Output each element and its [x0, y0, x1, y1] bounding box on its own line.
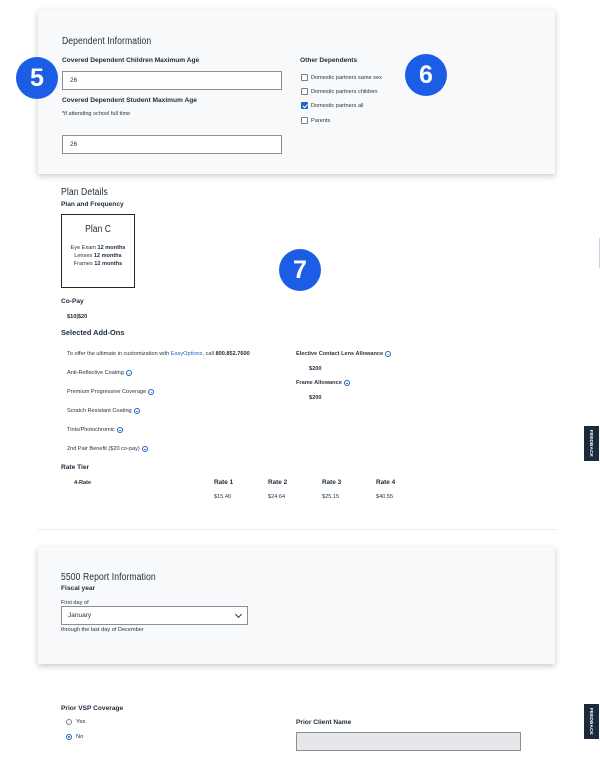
rate-tier-value: 4-Rate [74, 480, 92, 486]
plan-line-frames: Frames 12 months [73, 261, 123, 267]
copay-label: Co-Pay [61, 298, 84, 305]
addon-item: Anti-Reflective Coating [67, 370, 132, 376]
radio-yes[interactable] [66, 719, 85, 725]
info-icon[interactable] [385, 351, 391, 357]
addon-item: 2nd Pair Benefit ($20 co-pay) [67, 446, 148, 452]
first-day-label: First day of [61, 600, 89, 606]
checkbox-parents[interactable] [301, 117, 330, 124]
through-label: through the last day of December [61, 627, 144, 633]
rate-3-value: $25.15 [322, 494, 340, 500]
rate-4-header: Rate 4 [376, 479, 396, 486]
addon-item: Tints/Photochromic [67, 427, 123, 433]
radio-icon[interactable] [66, 719, 72, 725]
checkbox-icon[interactable] [301, 117, 308, 124]
student-max-age-label: Covered Dependent Student Maximum Age [62, 97, 197, 104]
checkbox-label: Domestic partners children [311, 88, 378, 95]
info-icon[interactable] [126, 370, 132, 376]
addons-intro: To offer the ultimate in customization with EasyOptions, call 800.852.7600 [67, 351, 250, 357]
student-max-age-input[interactable]: 26 [62, 135, 282, 154]
phone-number: 800.852.7600 [215, 351, 250, 357]
rate-3-header: Rate 3 [322, 479, 342, 486]
plan-card[interactable] [61, 214, 135, 288]
student-note: *if attending school full time [62, 111, 131, 117]
info-icon[interactable] [344, 380, 350, 386]
checkbox-label: Domestic partners same sex [311, 74, 382, 81]
info-icon[interactable] [142, 446, 148, 452]
plan-frequency-label: Plan and Frequency [61, 201, 124, 208]
checkbox-label: Parents [311, 117, 331, 124]
prior-client-name-label: Prior Client Name [296, 719, 352, 726]
dependent-information-title: Dependent Information [62, 36, 152, 47]
step-badge-7: 7 [279, 249, 321, 291]
radio-selected-icon[interactable] [66, 734, 72, 740]
rate-tier-label: Rate Tier [61, 464, 90, 471]
section-divider [38, 529, 556, 530]
fiscal-month-select[interactable] [61, 606, 248, 625]
addon-item: Scratch Resistant Coating [67, 408, 140, 414]
checkbox-checked-icon[interactable] [301, 102, 308, 109]
elective-contact-lens-label: Elective Contact Lens Allowance [296, 351, 391, 357]
feedback-label: FEEDBACK [589, 429, 594, 458]
rate-2-header: Rate 2 [268, 479, 288, 486]
frame-allowance-label: Frame Allowance [296, 380, 350, 386]
plan-line-lenses: Lenses 12 months [74, 253, 122, 259]
feedback-tab[interactable] [584, 426, 599, 461]
elective-contact-lens-value: $200 [309, 366, 322, 372]
checkbox-domestic-partners-children[interactable] [301, 88, 378, 95]
checkbox-icon[interactable] [301, 88, 308, 95]
prior-client-name-input[interactable] [296, 732, 521, 751]
feedback-tab[interactable] [584, 704, 599, 739]
report-5500-title: 5500 Report Information [61, 572, 156, 583]
other-dependents-label: Other Dependents [300, 57, 358, 64]
rate-1-value: $15.40 [214, 494, 232, 500]
frame-allowance-value: $200 [309, 395, 322, 401]
radio-label: No [76, 734, 84, 740]
selected-addons-label: Selected Add-Ons [61, 328, 125, 337]
plan-name: Plan C [85, 224, 111, 235]
radio-no[interactable] [66, 734, 83, 740]
prior-coverage-label: Prior VSP Coverage [61, 705, 124, 712]
checkbox-label: Domestic partners all [311, 102, 364, 109]
rate-1-header: Rate 1 [214, 479, 234, 486]
rate-4-value: $40.55 [376, 494, 394, 500]
addon-item: Premium Progressive Coverage [67, 389, 154, 395]
chevron-down-icon [235, 611, 242, 618]
info-icon[interactable] [134, 408, 140, 414]
rate-2-value: $24.64 [268, 494, 286, 500]
info-icon[interactable] [148, 389, 154, 395]
feedback-label: FEEDBACK [589, 707, 594, 736]
fiscal-year-label: Fiscal year [61, 585, 96, 592]
easyoptions-link[interactable]: EasyOptions [170, 351, 203, 357]
plan-line-eye-exam: Eye Exam 12 months [70, 245, 126, 251]
step-badge-5: 5 [16, 57, 58, 99]
children-max-age-input[interactable]: 26 [62, 71, 282, 90]
checkbox-domestic-partners-all[interactable] [301, 102, 364, 109]
checkbox-domestic-partners-same-sex[interactable] [301, 74, 382, 81]
info-icon[interactable] [117, 427, 123, 433]
plan-details-title: Plan Details [61, 187, 108, 198]
children-max-age-label: Covered Dependent Children Maximum Age [62, 57, 200, 64]
checkbox-icon[interactable] [301, 74, 308, 81]
radio-label: Yes [76, 719, 86, 725]
dependent-information-card [38, 10, 555, 174]
copay-value: $10|$20 [67, 314, 88, 320]
fiscal-month-value: January [68, 612, 92, 619]
step-badge-6: 6 [405, 54, 447, 96]
